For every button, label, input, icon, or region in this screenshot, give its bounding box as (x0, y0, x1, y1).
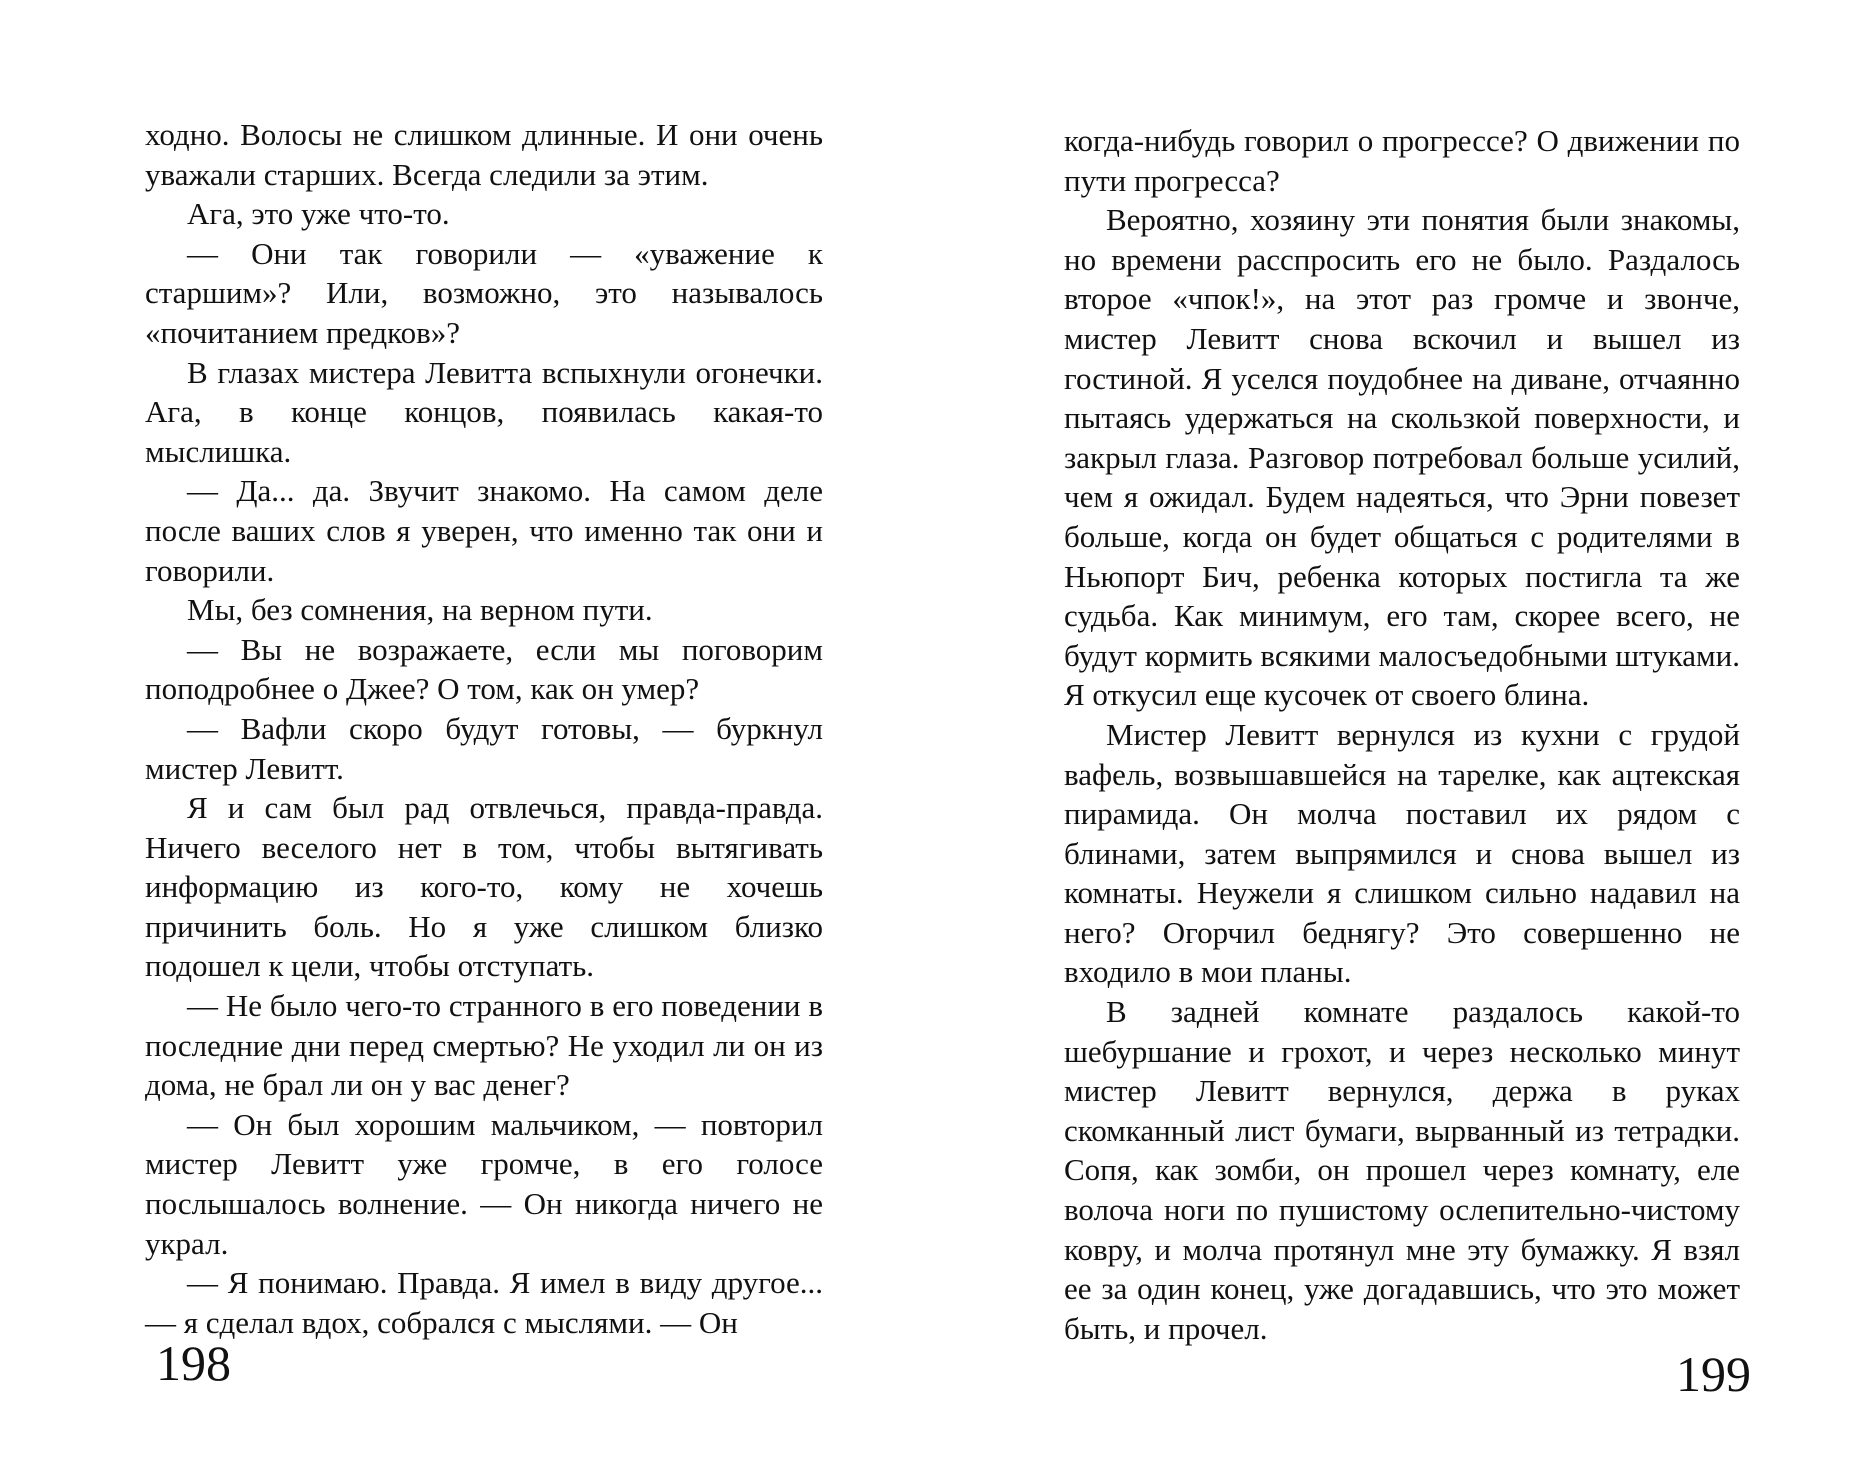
paragraph: когда-нибудь говорил о прогрессе? О движении по пути прогресса? (1064, 123, 1740, 198)
paragraph: В глазах мистера Левитта вспыхнули огонечки. Ага, в конце концов, появилась какая-то мыслишка. (145, 354, 823, 469)
paragraph: — Вы не возражаете, если мы поговорим поподробнее о Джее? О том, как он умер? (145, 631, 823, 707)
paragraph: — Я понимаю. Правда. Я имел в виду другое... — я сделал вдох, собрался с мыслями. — Он (145, 1265, 823, 1340)
paragraph: Мистер Левитт вернулся из кухни с грудой вафель, возвышавшейся на тарелке, как ацтекская пирамида. Он молча поставил их рядом с блинами, затем выпрямился и снова вышел из комнаты. Неужели я слишком сильно надавил на него? Огорчил беднягу? Это совершенно не входило в мои планы. (1064, 716, 1740, 990)
right-page (936, 0, 1873, 1476)
page-number-right: 199 (1676, 1346, 1751, 1402)
paragraph: Мы, без сомнения, на верном пути. (187, 592, 653, 628)
right-page-text (1064, 121, 1740, 1348)
left-page-text (145, 115, 823, 1342)
paragraph: Я и сам был рад отвлечься, правда-правда. Ничего веселого нет в том, чтобы вытягивать информацию из кого-то, кому не хочешь причинить боль. Но я уже слишком близко подошел к цели, чтобы отступать. (145, 790, 823, 984)
left-page (0, 0, 936, 1476)
paragraph: — Он был хорошим мальчиком, — повторил мистер Левитт уже громче, в его голосе послышалось волнение. — Он никогда ничего не украл. (145, 1106, 823, 1261)
paragraph: — Вафли скоро будут готовы, — буркнул мистер Левитт. (145, 710, 823, 786)
paragraph: Ага, это уже что-то. (187, 196, 450, 232)
paragraph: В задней комнате раздалось какой-то шебуршание и грохот, и через несколько минут мистер Левитт вернулся, держа в руках скомканный лист бумаги, вырванный из тетрадки. Сопя, как зомби, он прошел через комнату, еле волоча ноги по пушистому ослепительно-чистому ковру, и молча протянул мне эту бумажку. Я взял ее за один конец, уже догадавшись, что это может быть, и прочел. (1064, 994, 1740, 1346)
paragraph: — Да... да. Звучит знакомо. На самом деле после ваших слов я уверен, что именно так они и говорили. (145, 473, 823, 588)
paragraph: ходно. Волосы не слишком длинные. И они очень уважали старших. Всегда следили за этим. (145, 117, 823, 192)
paragraph: Вероятно, хозяину эти понятия были знакомы, но времени расспросить его не было. Раздалось второе «чпок!», на этот раз громче и звонче, мистер Левитт снова вскочил и вышел из гостиной. Я уселся поудобнее на диване, отчаянно пытаясь удержаться на скользкой поверхности, и закрыл глаза. Разговор потребовал больше усилий, чем я ожидал. Будем надеяться, что Эрни повезет больше, когда он будет общаться с родителями в Ньюпорт Бич, ребенка которых постигла та же судьба. Как минимум, его там, скорее всего, не будут кормить всякими малосъедобными штуками. Я откусил еще кусочек от своего блина. (1064, 202, 1741, 713)
paragraph: — Не было чего-то странного в его поведении в последние дни перед смертью? Не уходил ли он из дома, не брал ли он у вас денег? (145, 988, 823, 1103)
page-number-left: 198 (156, 1335, 231, 1391)
paragraph: — Они так говорили — «уважение к старшим»? Или, возможно, это называлось «почитанием предков»? (145, 235, 823, 350)
